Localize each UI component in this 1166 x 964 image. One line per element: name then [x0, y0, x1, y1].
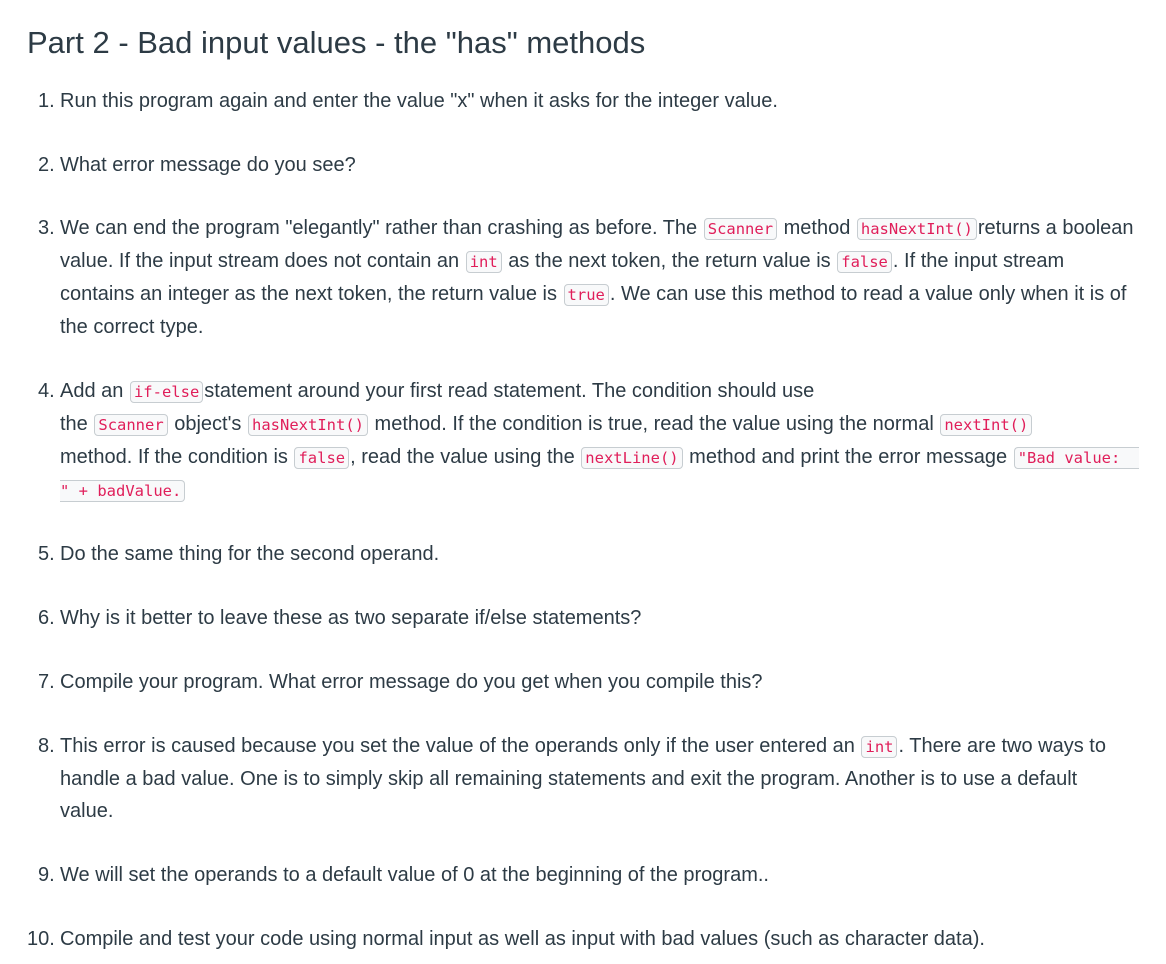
step-number: 10.	[27, 928, 55, 950]
step-text: method	[778, 217, 856, 239]
step-text: returns a boolean value. If the input stream does not contain an	[60, 217, 1134, 272]
step-number: 1.	[38, 90, 55, 112]
step-8	[27, 730, 1136, 827]
step-number: 3.	[38, 217, 55, 239]
step-text: method and print the error message	[683, 446, 1013, 468]
code-true: true	[564, 284, 609, 306]
code-nextint: nextInt()	[940, 414, 1032, 436]
step-text: Compile your program. What error message do you get when you compile this?	[60, 671, 763, 693]
code-scanner: Scanner	[704, 218, 777, 240]
step-text: statement around your first read statement. The condition should use	[204, 380, 815, 402]
step-text: method. If the condition is true, read the value using the normal	[368, 413, 940, 435]
code-nextline: nextLine()	[581, 447, 682, 469]
step-text: as the next token, the return value is	[502, 250, 837, 272]
step-10	[27, 923, 1136, 955]
step-number: 9.	[38, 864, 55, 886]
step-text: Do the same thing for the second operand.	[60, 543, 440, 565]
step-text: the	[60, 413, 94, 435]
step-text: . We can use this method to read a value only when it is of the correct type.	[60, 283, 1127, 338]
step-7	[27, 666, 1136, 698]
step-number: 6.	[38, 607, 55, 629]
step-2	[27, 149, 1136, 181]
step-text: Add an	[60, 380, 129, 402]
steps-list	[27, 85, 1140, 955]
step-text: , read the value using the	[350, 446, 581, 468]
code-scanner: Scanner	[94, 414, 167, 436]
code-false: false	[294, 447, 349, 469]
step-text: We will set the operands to a default value of 0 at the beginning of the program..	[60, 864, 769, 886]
step-text: We can end the program "elegantly" rather than crashing as before. The	[60, 217, 703, 239]
step-text: . There are two ways to handle a bad value. One is to simply skip all remaining statements and exit the program. Another is to use a default value.	[60, 735, 1106, 822]
step-text: method. If the condition is	[60, 446, 294, 468]
step-text: Why is it better to leave these as two separate if/else statements?	[60, 607, 642, 629]
step-number: 8.	[38, 735, 55, 757]
step-4	[27, 375, 1140, 507]
step-text: object's	[168, 413, 247, 435]
step-1	[27, 85, 1136, 117]
step-number: 4.	[38, 380, 55, 402]
step-text: . If the input stream contains an integer as the next token, the return value is	[60, 250, 1065, 305]
code-if-else: if-else	[130, 381, 203, 403]
code-hasnextint: hasNextInt()	[248, 414, 368, 436]
step-6	[27, 602, 1136, 634]
code-false: false	[837, 251, 892, 273]
code-int: int	[861, 736, 897, 758]
step-text: This error is caused because you set the value of the operands only if the user entered an	[60, 735, 861, 757]
page-title: Part 2 - Bad input values - the "has" methods	[27, 25, 646, 60]
step-text: Compile and test your code using normal input as well as input with bad values (such as character data).	[60, 928, 985, 950]
step-number: 5.	[38, 543, 55, 565]
step-number: 7.	[38, 671, 55, 693]
code-hasnextint: hasNextInt()	[857, 218, 977, 240]
step-number: 2.	[38, 154, 55, 176]
step-5	[27, 538, 1136, 570]
step-text: What error message do you see?	[60, 154, 356, 176]
step-3	[27, 212, 1136, 343]
code-int: int	[466, 251, 502, 273]
step-9	[27, 859, 1136, 891]
code-bad-value-message: "Bad value: " + badValue.	[60, 449, 1140, 500]
step-text: Run this program again and enter the value "x" when it asks for the integer value.	[60, 90, 778, 112]
